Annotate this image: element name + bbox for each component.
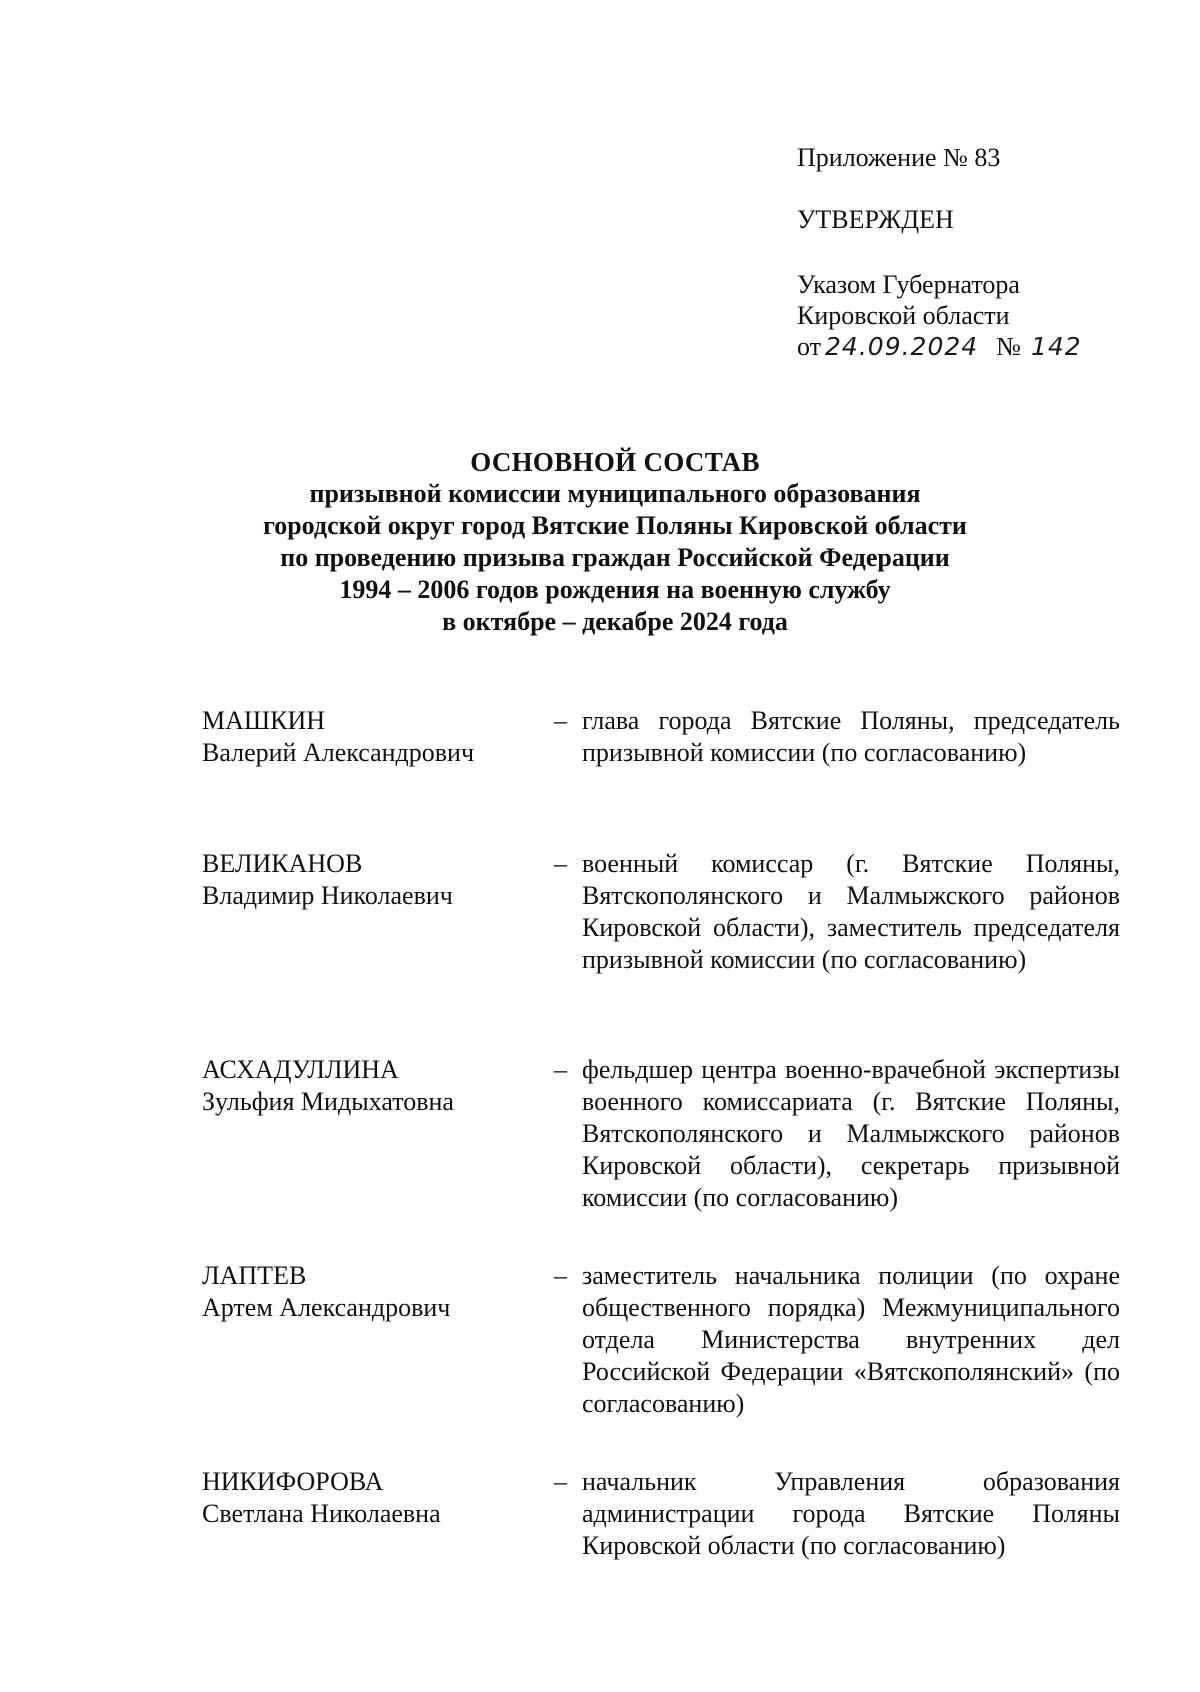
member-role: фельдшер центра военно-врачебной экспертизы военного комиссариата (г. Вятские Поляны, Вятскополянского и Малмыжского районов Кировской области), секретарь призывной комиссии (по согласованию) (582, 1055, 1120, 1212)
document-title-block (200, 446, 1030, 638)
member-surname: МАШКИН (202, 706, 326, 735)
member-name (202, 1054, 532, 1118)
member-surname: ЛАПТЕВ (202, 1261, 307, 1290)
member-name (202, 848, 532, 912)
member-dash: – (554, 1467, 567, 1496)
member-dash: – (554, 849, 567, 878)
member-name (202, 1260, 532, 1324)
member-role: глава города Вятские Поляны, председатель призывной комиссии (по согласованию) (582, 706, 1120, 767)
member-name (202, 705, 532, 769)
member-dash: – (554, 1261, 567, 1290)
member-dash: – (554, 706, 567, 735)
member-surname: ВЕЛИКАНОВ (202, 849, 363, 878)
handwritten-date: 24.09.2024 (825, 332, 979, 361)
title-subline: 1994 – 2006 годов рождения на военную службу (339, 575, 891, 604)
number-label: № (996, 332, 1021, 361)
member-name (202, 1466, 532, 1530)
member-surname: АСХАДУЛЛИНА (202, 1055, 399, 1084)
approval-stamp-block (797, 142, 1157, 362)
member-given-name: Светлана Николаевна (202, 1499, 441, 1528)
member-given-name: Зульфия Мидыхатовна (202, 1087, 454, 1116)
handwritten-number: 142 (1030, 332, 1082, 361)
member-surname: НИКИФОРОВА (202, 1467, 384, 1496)
decree-date-number-line (797, 331, 1157, 362)
from-label: от (797, 332, 822, 361)
member-dash: – (554, 1055, 567, 1084)
member-role: военный комиссар (г. Вятские Поляны, Вятскополянского и Малмыжского районов Кировской области), заместитель председателя призывной комиссии (по согласованию) (582, 849, 1120, 974)
title-subline: по проведению призыва граждан Российской Федерации (280, 543, 950, 572)
member-given-name: Владимир Николаевич (202, 881, 453, 910)
title-subline: городской округ город Вятские Поляны Кировской области (263, 511, 967, 540)
title-subline: призывной комиссии муниципального образования (309, 479, 921, 508)
decree-line-2: Кировской области (797, 301, 1010, 330)
document-title: ОСНОВНОЙ СОСТАВ (470, 447, 760, 477)
appendix-number: Приложение № 83 (797, 143, 1001, 172)
approved-label: УТВЕРЖДЕН (797, 205, 954, 234)
member-given-name: Валерий Александрович (202, 738, 475, 767)
title-subline: в октябре – декабре 2024 года (442, 607, 788, 636)
member-given-name: Артем Александрович (202, 1293, 451, 1322)
member-role: заместитель начальника полиции (по охране общественного порядка) Межмуниципального отдела Министерства внутренних дел Российской Федерации «Вятскополянский» (по согласованию) (582, 1261, 1120, 1418)
member-role: начальник Управления образования администрации города Вятские Поляны Кировской области (по согласованию) (582, 1467, 1120, 1560)
decree-line-1: Указом Губернатора (797, 270, 1020, 299)
